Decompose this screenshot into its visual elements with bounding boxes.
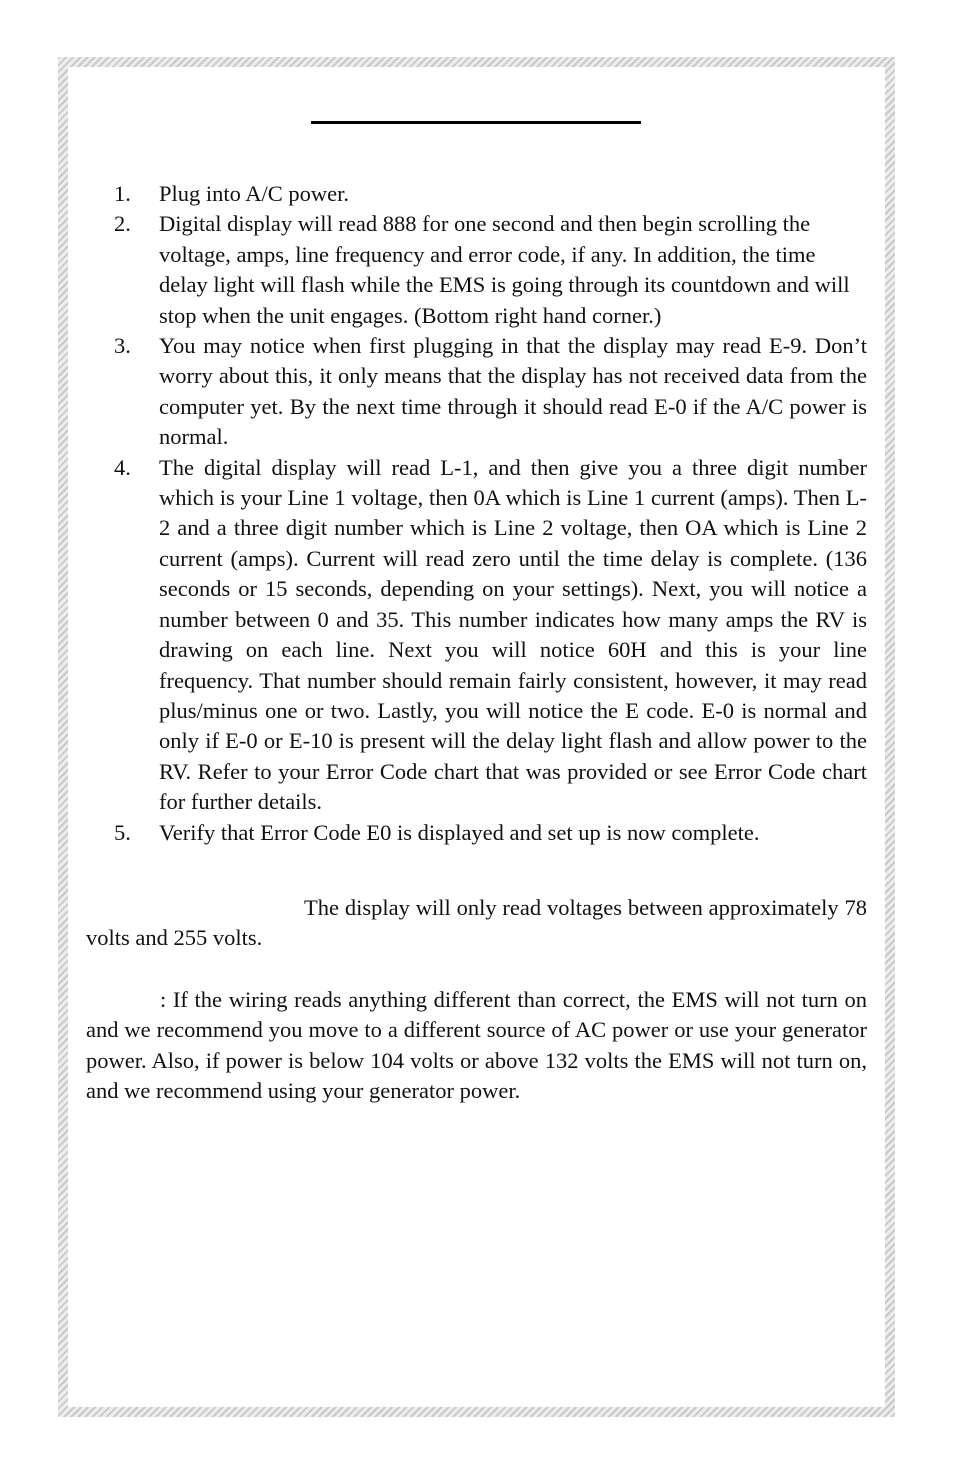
step-text: You may notice when first plugging in that the display may read E-9. Don’t worry about this, it only means that the display has not received data from the computer yet. By the next time through it should read E-0 if the A/C power is normal.: [159, 333, 867, 450]
list-item: [86, 209, 867, 331]
step-number: 5.: [114, 819, 131, 845]
step-number: 4.: [114, 454, 131, 480]
step-text: The digital display will read L-1, and then give you a three digit number which is your Line 1 voltage, then 0A which is Line 1 current (amps). Then L-2 and a three digit number which is Line 2 voltage, then OA which is Line 2 current (amps). Current will read zero until the time delay is complete. (136 seconds or 15 seconds, depending on your settings). Next, you will notice a number between 0 and 35. This number indicates how many amps the RV is drawing on each line. Next you will notice 60H and this is your line frequency. That number should remain fairly consistent, however, it may read plus/minus one or two. Lastly, you will notice the E code. E-0 is normal and only if E-0 or E-10 is present will the delay light flash and allow power to the RV. Refer to your Error Code chart that was provided or see Error Code chart for further details.: [159, 454, 867, 815]
step-text: Digital display will read 888 for one second and then begin scrolling the voltage, amps, line frequency and error code, if any. In addition, the time delay light will flash while the EMS is going through its countdown and will stop when the unit engages. (Bottom right hand corner.): [159, 211, 850, 328]
list-item: [86, 453, 867, 818]
list-item: [86, 331, 867, 453]
wiring-warning-note: : If the wiring reads anything different than correct, the EMS will not turn on and we recommend you move to a different source of AC power or use your generator power. Also, if power is below 104 volts or above 132 volts the EMS will not turn on, and we recommend using your generator power.: [86, 986, 867, 1103]
title-underline: [311, 121, 641, 124]
list-item: [86, 818, 867, 848]
step-number: 1.: [114, 181, 131, 206]
voltage-range-note: The display will only read voltages between approximately 78 volts and 255 volts.: [86, 894, 867, 951]
list-item: [86, 179, 867, 209]
step-text: Verify that Error Code E0 is displayed and set up is now complete.: [159, 819, 760, 845]
steps-list: [86, 179, 867, 848]
setup-instructions: [86, 179, 867, 1106]
step-number: 2.: [114, 211, 131, 237]
step-number: 3.: [114, 333, 131, 359]
step-text: Plug into A/C power.: [159, 181, 350, 206]
